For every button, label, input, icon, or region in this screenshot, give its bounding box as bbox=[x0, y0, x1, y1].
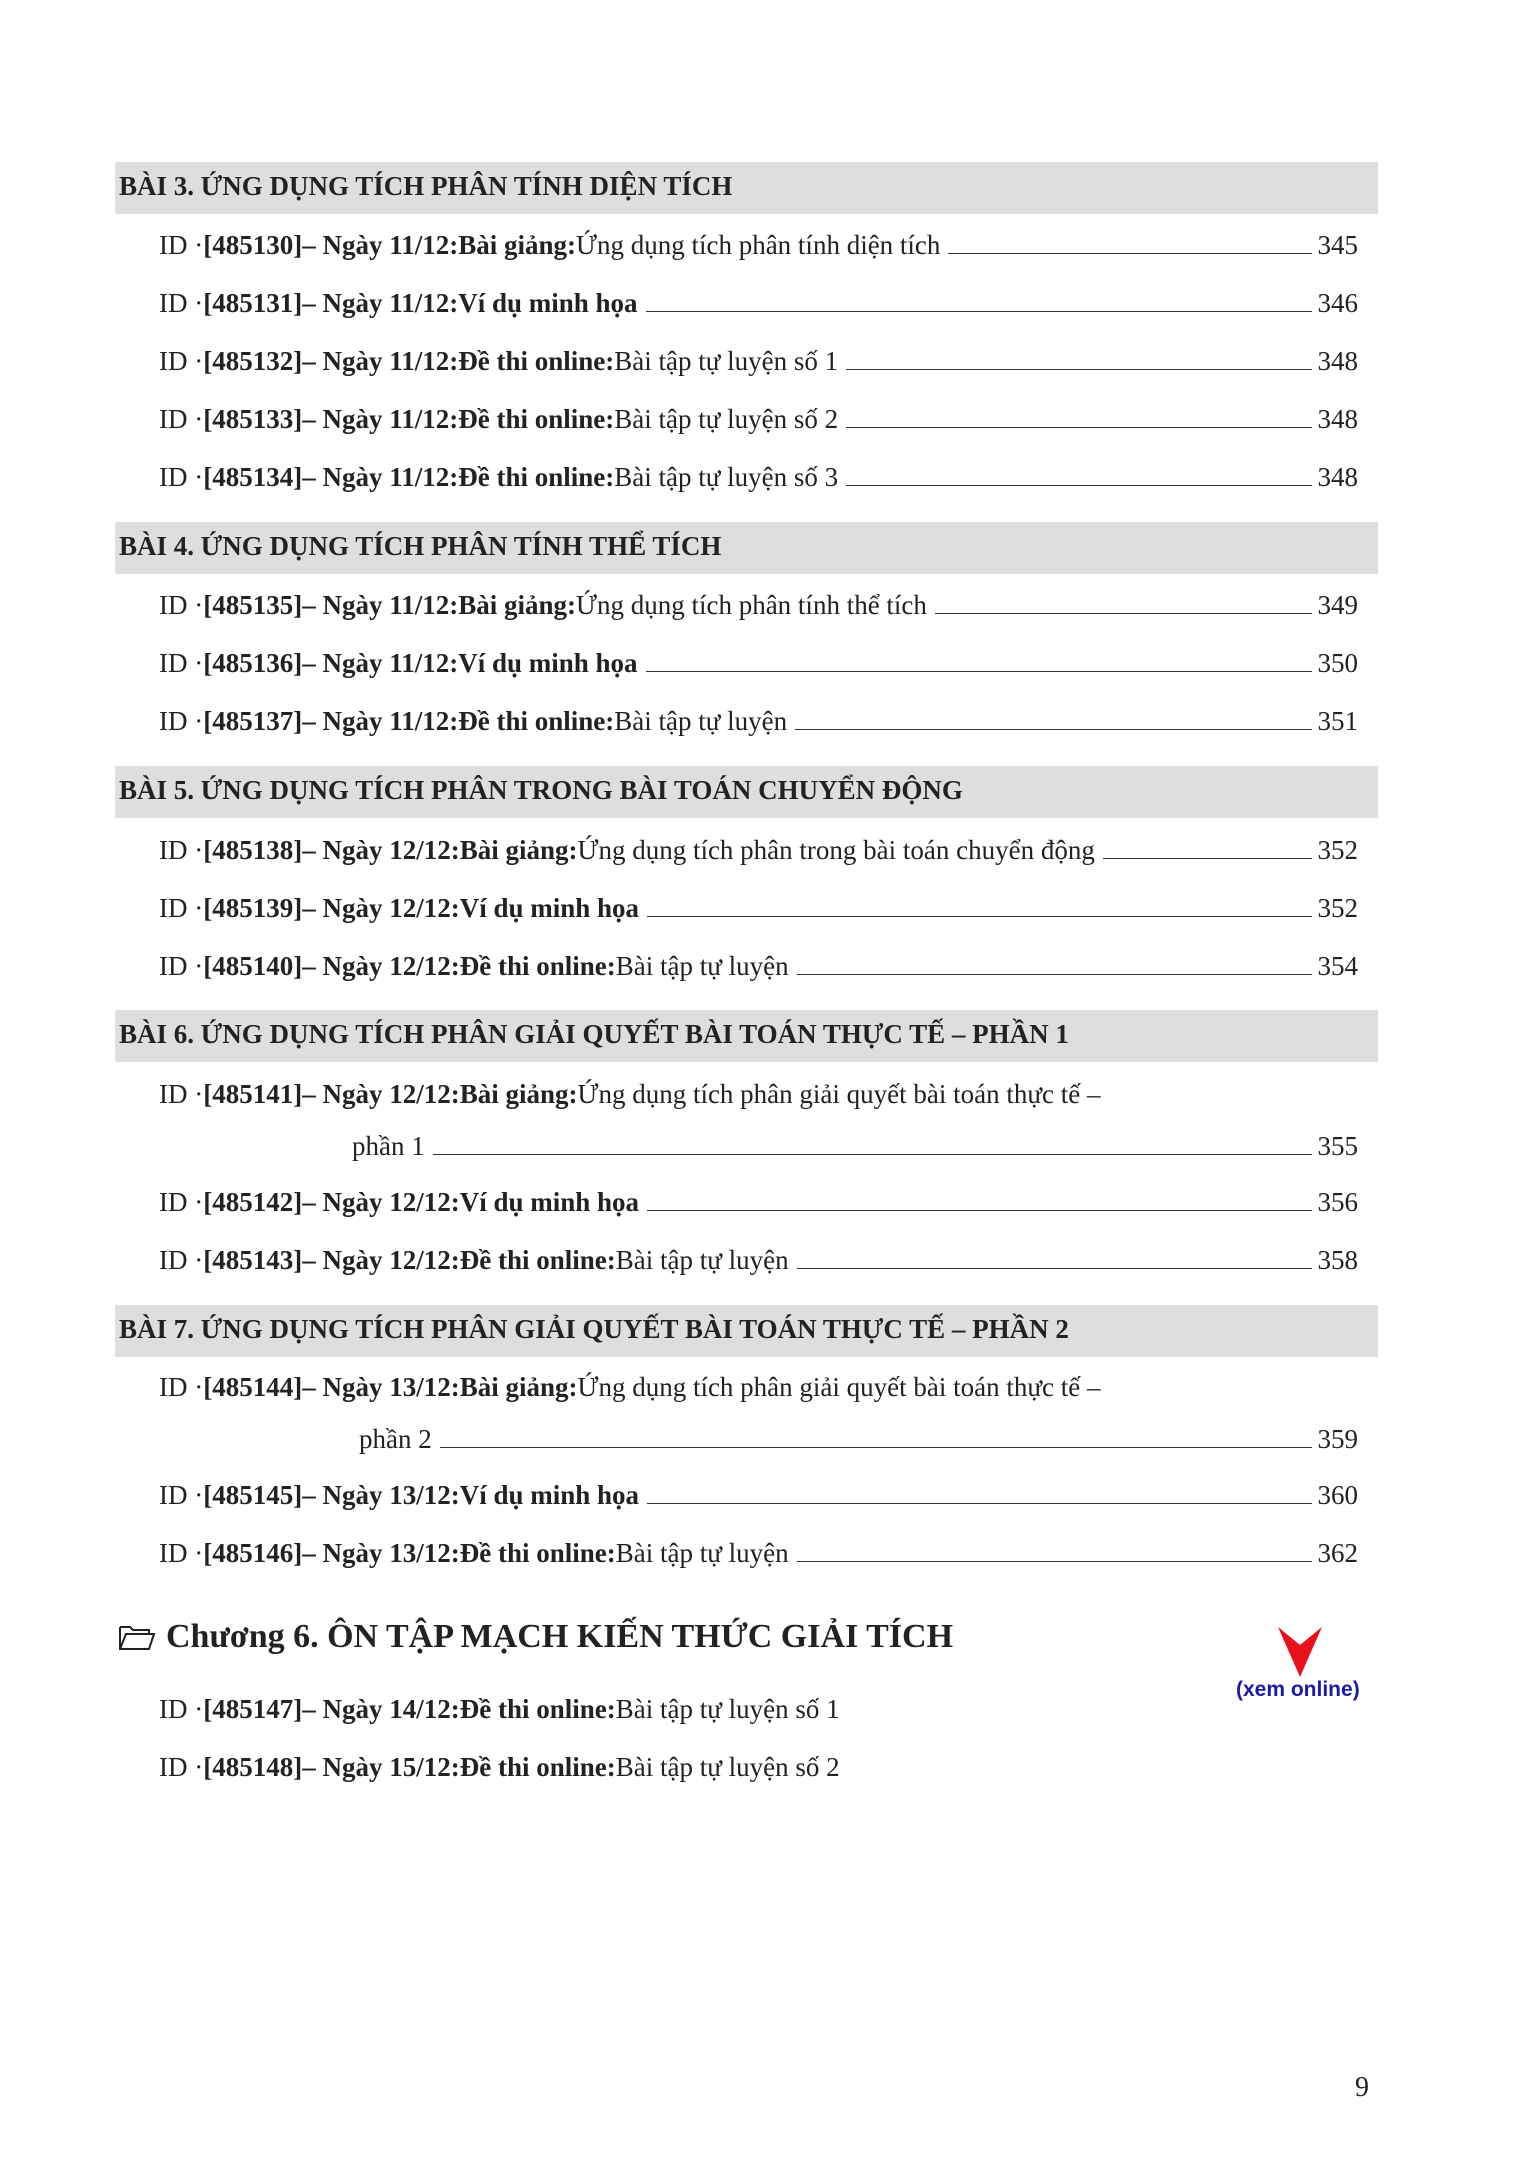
entry-date: – Ngày 12/12: bbox=[302, 835, 460, 865]
entry-type: Đề thi online: bbox=[458, 404, 615, 434]
toc-entry[interactable] bbox=[159, 1236, 1358, 1276]
entry-prefix: ID · bbox=[159, 288, 204, 318]
toc-entry[interactable] bbox=[159, 1529, 1358, 1569]
dot-leader bbox=[647, 1210, 1312, 1211]
entry-prefix: ID · bbox=[159, 1187, 204, 1217]
entry-date: – Ngày 11/12: bbox=[302, 288, 459, 318]
dot-leader bbox=[797, 1268, 1312, 1269]
entry-prefix: ID · bbox=[159, 648, 204, 678]
entry-prefix: ID · bbox=[159, 893, 204, 923]
entry-page: 348 bbox=[1317, 346, 1358, 376]
entry-type: Đề thi online: bbox=[459, 1752, 616, 1782]
entry-id: [485148] bbox=[203, 1752, 303, 1782]
toc-entry[interactable] bbox=[159, 453, 1358, 493]
entry-id: [485138] bbox=[203, 835, 303, 865]
entry-type: Đề thi online: bbox=[459, 1245, 616, 1275]
entry-type: Bài giảng: bbox=[458, 590, 577, 620]
entry-date: – Ngày 14/12: bbox=[302, 1694, 460, 1724]
section-header bbox=[115, 1305, 1378, 1357]
entry-prefix: ID · bbox=[159, 835, 204, 865]
entry-page: 349 bbox=[1317, 590, 1358, 620]
dot-leader bbox=[440, 1447, 1312, 1448]
toc-entry[interactable] bbox=[159, 1685, 1358, 1725]
entry-id: [485147] bbox=[203, 1694, 303, 1724]
entry-type: Đề thi online: bbox=[459, 1694, 616, 1724]
entry-date: – Ngày 12/12: bbox=[302, 1187, 460, 1217]
entry-page: 356 bbox=[1317, 1187, 1358, 1217]
entry-date: – Ngày 11/12: bbox=[302, 590, 459, 620]
entry-page: 350 bbox=[1317, 648, 1358, 678]
entry-page: 359 bbox=[1317, 1424, 1358, 1454]
entry-type: Đề thi online: bbox=[458, 462, 615, 492]
section-title: BÀI 4. ỨNG DỤNG TÍCH PHÂN TÍNH THỂ TÍCH bbox=[119, 531, 722, 561]
entry-id: [485133] bbox=[203, 404, 303, 434]
entry-date: – Ngày 11/12: bbox=[302, 346, 459, 376]
entry-id: [485135] bbox=[203, 590, 303, 620]
entry-description: Bài tập tự luyện bbox=[615, 1538, 789, 1568]
toc-entry[interactable] bbox=[159, 395, 1358, 435]
dot-leader bbox=[797, 1561, 1312, 1562]
red-arrow-icon bbox=[1278, 1627, 1322, 1677]
entry-description-cont: phần 2 bbox=[359, 1424, 432, 1454]
entry-description: Bài tập tự luyện số 1 bbox=[614, 346, 839, 376]
entry-description: Ứng dụng tích phân giải quyết bài toán thực tế – bbox=[577, 1079, 1101, 1109]
entry-date: – Ngày 13/12: bbox=[302, 1480, 460, 1510]
toc-entry[interactable] bbox=[159, 697, 1358, 737]
entry-prefix: ID · bbox=[159, 706, 204, 736]
view-online-link[interactable]: (xem online) bbox=[1236, 1678, 1360, 1701]
toc-entry-continuation[interactable] bbox=[352, 1122, 1358, 1162]
toc-entry[interactable] bbox=[159, 1070, 1358, 1110]
entry-description: Bài tập tự luyện số 2 bbox=[615, 1752, 840, 1782]
toc-entry[interactable] bbox=[159, 337, 1358, 377]
entry-description: Bài tập tự luyện bbox=[615, 1245, 789, 1275]
entry-page: 352 bbox=[1317, 835, 1358, 865]
toc-entry[interactable] bbox=[159, 639, 1358, 679]
entry-page: 345 bbox=[1317, 230, 1358, 260]
chapter-title: Chương 6. ÔN TẬP MẠCH KIẾN THỨC GIẢI TÍCH bbox=[166, 1618, 954, 1655]
entry-date: – Ngày 11/12: bbox=[302, 706, 459, 736]
entry-description: Bài tập tự luyện số 2 bbox=[614, 404, 839, 434]
entry-date: – Ngày 15/12: bbox=[302, 1752, 460, 1782]
entry-type: Đề thi online: bbox=[459, 951, 616, 981]
entry-description: Ứng dụng tích phân tính thể tích bbox=[576, 590, 927, 620]
entry-description: Ứng dụng tích phân giải quyết bài toán thực tế – bbox=[577, 1372, 1101, 1402]
entry-date: – Ngày 11/12: bbox=[302, 648, 459, 678]
toc-entry[interactable] bbox=[159, 1743, 1358, 1783]
entry-type: Bài giảng: bbox=[459, 1372, 578, 1402]
section-header bbox=[115, 1010, 1378, 1062]
entry-prefix: ID · bbox=[159, 346, 204, 376]
entry-page: 352 bbox=[1317, 893, 1358, 923]
entry-prefix: ID · bbox=[159, 590, 204, 620]
dot-leader bbox=[1103, 858, 1312, 859]
folder-icon bbox=[118, 1623, 156, 1651]
dot-leader bbox=[935, 613, 1312, 614]
section-header bbox=[115, 162, 1378, 214]
dot-leader bbox=[846, 485, 1312, 486]
toc-entry[interactable] bbox=[159, 1471, 1358, 1511]
entry-id: [485143] bbox=[203, 1245, 303, 1275]
entry-date: – Ngày 12/12: bbox=[302, 1079, 460, 1109]
dot-leader bbox=[948, 253, 1312, 254]
entry-page: 355 bbox=[1317, 1131, 1358, 1161]
entry-page: 362 bbox=[1317, 1538, 1358, 1568]
entry-description: Bài tập tự luyện bbox=[614, 706, 788, 736]
entry-id: [485132] bbox=[203, 346, 303, 376]
entry-date: – Ngày 12/12: bbox=[302, 951, 460, 981]
entry-prefix: ID · bbox=[159, 404, 204, 434]
entry-description: Ứng dụng tích phân trong bài toán chuyển động bbox=[577, 835, 1095, 865]
dot-leader bbox=[647, 1503, 1312, 1504]
entry-id: [485137] bbox=[203, 706, 303, 736]
dot-leader bbox=[433, 1154, 1312, 1155]
entry-page: 351 bbox=[1317, 706, 1358, 736]
entry-page: 358 bbox=[1317, 1245, 1358, 1275]
entry-description-cont: phần 1 bbox=[352, 1131, 425, 1161]
toc-entry-continuation[interactable] bbox=[359, 1415, 1358, 1455]
toc-entry[interactable] bbox=[159, 826, 1358, 866]
entry-prefix: ID · bbox=[159, 951, 204, 981]
entry-type: Ví dụ minh họa bbox=[459, 1187, 640, 1217]
page-number: 9 bbox=[1355, 2072, 1369, 2103]
entry-date: – Ngày 13/12: bbox=[302, 1538, 460, 1568]
dot-leader bbox=[646, 311, 1312, 312]
entry-type: Đề thi online: bbox=[459, 1538, 616, 1568]
chapter-heading bbox=[118, 1618, 953, 1656]
entry-type: Bài giảng: bbox=[459, 835, 578, 865]
section-header bbox=[115, 766, 1378, 818]
entry-page: 348 bbox=[1317, 462, 1358, 492]
entry-prefix: ID · bbox=[159, 462, 204, 492]
entry-page: 354 bbox=[1317, 951, 1358, 981]
entry-type: Bài giảng: bbox=[458, 230, 577, 260]
entry-id: [485136] bbox=[203, 648, 303, 678]
entry-page: 346 bbox=[1317, 288, 1358, 318]
entry-prefix: ID · bbox=[159, 1538, 204, 1568]
entry-prefix: ID · bbox=[159, 1245, 204, 1275]
section-title: BÀI 3. ỨNG DỤNG TÍCH PHÂN TÍNH DIỆN TÍCH bbox=[119, 171, 733, 201]
entry-description: Ứng dụng tích phân tính diện tích bbox=[576, 230, 941, 260]
toc-entry[interactable] bbox=[159, 884, 1358, 924]
entry-id: [485139] bbox=[203, 893, 303, 923]
entry-id: [485142] bbox=[203, 1187, 303, 1217]
entry-date: – Ngày 12/12: bbox=[302, 893, 460, 923]
entry-type: Ví dụ minh họa bbox=[459, 1480, 640, 1510]
entry-prefix: ID · bbox=[159, 1694, 204, 1724]
entry-id: [485144] bbox=[203, 1372, 303, 1402]
entry-type: Ví dụ minh họa bbox=[459, 893, 640, 923]
entry-id: [485145] bbox=[203, 1480, 303, 1510]
entry-type: Ví dụ minh họa bbox=[458, 288, 638, 318]
entry-description: Bài tập tự luyện số 1 bbox=[615, 1694, 840, 1724]
dot-leader bbox=[846, 427, 1312, 428]
entry-id: [485141] bbox=[203, 1079, 303, 1109]
entry-page: 348 bbox=[1317, 404, 1358, 434]
entry-prefix: ID · bbox=[159, 1372, 204, 1402]
section-title: BÀI 7. ỨNG DỤNG TÍCH PHÂN GIẢI QUYẾT BÀI TOÁN THỰC TẾ – PHẦN 2 bbox=[119, 1314, 1069, 1344]
entry-type: Bài giảng: bbox=[459, 1079, 578, 1109]
dot-leader bbox=[647, 916, 1312, 917]
entry-type: Ví dụ minh họa bbox=[458, 648, 638, 678]
section-title: BÀI 5. ỨNG DỤNG TÍCH PHÂN TRONG BÀI TOÁN CHUYỂN ĐỘNG bbox=[119, 775, 963, 805]
dot-leader bbox=[646, 671, 1312, 672]
entry-id: [485134] bbox=[203, 462, 303, 492]
entry-prefix: ID · bbox=[159, 230, 204, 260]
toc-entry[interactable] bbox=[159, 581, 1358, 621]
toc-entry[interactable] bbox=[159, 279, 1358, 319]
entry-date: – Ngày 11/12: bbox=[302, 404, 459, 434]
entry-date: – Ngày 11/12: bbox=[302, 230, 459, 260]
entry-type: Đề thi online: bbox=[458, 346, 615, 376]
entry-page: 360 bbox=[1317, 1480, 1358, 1510]
entry-date: – Ngày 13/12: bbox=[302, 1372, 460, 1402]
section-header bbox=[115, 522, 1378, 574]
entry-prefix: ID · bbox=[159, 1752, 204, 1782]
entry-type: Đề thi online: bbox=[458, 706, 615, 736]
entry-description: Bài tập tự luyện số 3 bbox=[614, 462, 839, 492]
entry-prefix: ID · bbox=[159, 1480, 204, 1510]
toc-entry[interactable] bbox=[159, 221, 1358, 261]
entry-id: [485140] bbox=[203, 951, 303, 981]
dot-leader bbox=[795, 729, 1312, 730]
entry-id: [485130] bbox=[203, 230, 303, 260]
entry-id: [485131] bbox=[203, 288, 303, 318]
entry-prefix: ID · bbox=[159, 1079, 204, 1109]
dot-leader bbox=[846, 369, 1312, 370]
section-title: BÀI 6. ỨNG DỤNG TÍCH PHÂN GIẢI QUYẾT BÀI TOÁN THỰC TẾ – PHẦN 1 bbox=[119, 1019, 1069, 1049]
toc-entry[interactable] bbox=[159, 942, 1358, 982]
entry-date: – Ngày 12/12: bbox=[302, 1245, 460, 1275]
toc-entry[interactable] bbox=[159, 1363, 1358, 1403]
entry-description: Bài tập tự luyện bbox=[615, 951, 789, 981]
entry-id: [485146] bbox=[203, 1538, 303, 1568]
toc-entry[interactable] bbox=[159, 1178, 1358, 1218]
dot-leader bbox=[797, 974, 1312, 975]
entry-date: – Ngày 11/12: bbox=[302, 462, 459, 492]
